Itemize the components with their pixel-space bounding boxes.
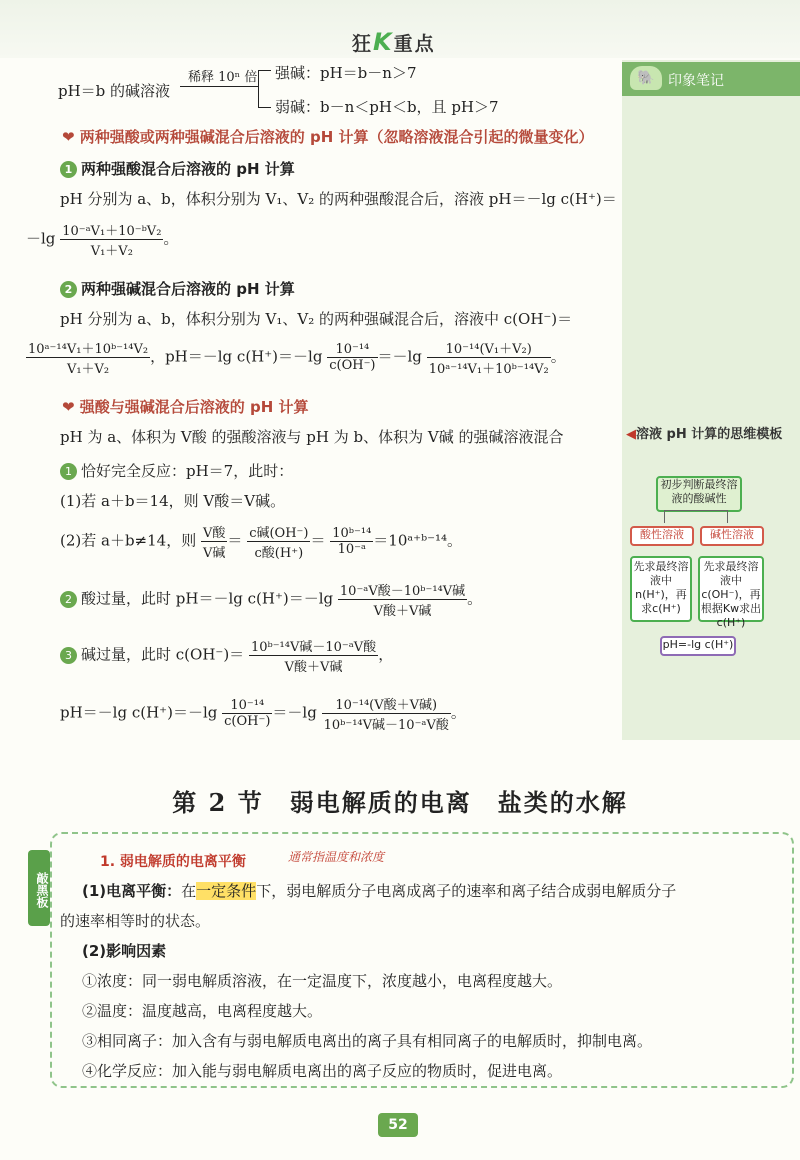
page-number: 52 [378, 1113, 418, 1137]
flow-start: 初步判断最终溶液的酸碱性 [656, 476, 742, 512]
case1-sub1: (1)若 a＋b＝14，则 V酸＝V碱。 [60, 492, 286, 510]
factor-1: ①浓度：同一弱电解质溶液，在一定温度下，浓度越小，电离程度越大。 [82, 972, 563, 990]
dilution-arrow-label: 稀释 10ⁿ 倍 [188, 70, 258, 85]
key-point-tag: 敲黑板 [28, 850, 50, 926]
item2-formula: $\frac{\text{10ᵃ⁻¹⁴V₁＋10ᵇ⁻¹⁴V₂}}{\text{V₁＋V₂}}$ ，pH＝－lg c(H⁺)＝－lg $\frac{\text{10⁻¹⁴}}{c(OH^-)}$ ＝－lg $\frac{\text{10⁻¹⁴(V₁＋V₂)}}{\text{10ᵃ⁻¹⁴V₁＋10ᵇ⁻¹⁴V₂}}$ 。 [26, 338, 566, 377]
dilution-bracket [258, 70, 271, 108]
leaf-icon: ❤ [62, 128, 80, 146]
weak-base-rule: 弱碱：b－n＜pH＜b，且 pH＞7 [275, 98, 499, 116]
item1-heading: 1 两种强酸混合后溶液的 pH 计算 [60, 158, 295, 179]
item1-text: pH 分别为 a、b，体积分别为 V₁、V₂ 的两种强酸混合后，溶液 pH＝－lg c(H⁺)＝ [60, 190, 617, 208]
item1-formula: －lg $\frac{\text{10⁻ᵃV₁＋10⁻ᵇV₂}}{\text{V₁＋V₂}}$ 。 [26, 220, 178, 259]
diagram-label: ◀溶液 pH 计算的思维模板 [626, 427, 783, 442]
flow-base-step: 先求最终溶液中c(OH⁻)，再根据Kw求出c(H⁺) [698, 556, 764, 622]
section-b-title: ❤ 强酸与强碱混合后溶液的 pH 计算 [62, 398, 309, 416]
section-title: 第 2 节 弱电解质的电离 盐类的水解 [172, 788, 628, 817]
factor-3: ③相同离子：加入含有与弱电解质电离出的离子具有相同离子的电解质时，抑制电离。 [82, 1032, 653, 1050]
item2-text: pH 分别为 a、b，体积分别为 V₁、V₂ 的两种强碱混合后，溶液中 c(OH⁻)＝ [60, 310, 573, 328]
dilution-lhs: pH＝b 的碱溶液 [58, 82, 171, 100]
key-point-title: 1. 弱电解质的电离平衡 [100, 854, 246, 870]
leaf-icon: ❤ [62, 398, 80, 416]
section-a-title: ❤ 两种强酸或两种强碱混合后溶液的 pH 计算（忽略溶液混合引起的微量变化） [62, 128, 594, 146]
sidebar-title: 印象笔记 [668, 73, 724, 89]
strong-base-rule: 强碱：pH＝b－n＞7 [275, 64, 417, 82]
flow-acid-step: 先求最终溶液中n(H⁺)，再求c(H⁺) [630, 556, 692, 622]
case1-heading: 1 恰好完全反应：pH＝7，此时： [60, 460, 293, 481]
flow-acid: 酸性溶液 [630, 526, 694, 546]
flow-end: pH=-lg c(H⁺) [660, 636, 736, 656]
case1-sub2: (2)若 a＋b≠14，则 $\frac{\text{V酸}}{\text{V碱}}$ ＝ $\frac{\text{c碱(OH⁻)}}{\text{c酸(H⁺)}}$ ＝ $\frac{\text{10ᵇ⁻¹⁴}}{\text{10⁻ᵃ}}$ ＝10ᵃ⁺ᵇ⁻¹⁴。 [60, 522, 462, 561]
elephant-icon: 🐘 [630, 66, 662, 90]
brand-logo: 狂K重点 [352, 28, 436, 56]
case2-formula: 2 酸过量，此时 pH＝－lg c(H⁺)＝－lg $\frac{\text{10⁻ᵃV酸－10ᵇ⁻¹⁴V碱}}{\text{V酸＋V碱}}$ 。 [60, 580, 482, 619]
case3-ph-formula: pH＝－lg c(H⁺)＝－lg $\frac{\text{10⁻¹⁴}}{c(OH^-)}$ ＝－lg $\frac{\text{10⁻¹⁴(V酸＋V碱)}}{\text{10ᵇ⁻¹⁴V碱－10⁻ᵃV酸}}$ 。 [60, 694, 466, 733]
factor-2: ②温度：温度越高，电离程度越大。 [82, 1002, 323, 1020]
board-p1-line2: 的速率相等时的状态。 [60, 912, 211, 930]
handwritten-note: 通常指温度和浓度 [288, 850, 385, 864]
section-b-text: pH 为 a、体积为 V酸 的强酸溶液与 pH 为 b、体积为 V碱 的强碱溶液混合 [60, 428, 564, 446]
dilution-arrow [180, 86, 258, 87]
flow-base: 碱性溶液 [700, 526, 764, 546]
board-p1: (1)电离平衡：在一定条件下，弱电解质分子电离成离子的速率和离子结合成弱电解质分子 [82, 882, 677, 900]
flow-split-line [664, 510, 728, 523]
board-p2: (2)影响因素 [82, 942, 167, 960]
case3-formula: 3 碱过量，此时 c(OH⁻)＝ $\frac{\text{10ᵇ⁻¹⁴V碱－10⁻ᵃV酸}}{\text{V酸＋V碱}}$ ， [60, 636, 393, 675]
item2-heading: 2 两种强碱混合后溶液的 pH 计算 [60, 278, 295, 299]
factor-4: ④化学反应：加入能与弱电解质电离出的离子反应的物质时，促进电离。 [82, 1062, 563, 1080]
